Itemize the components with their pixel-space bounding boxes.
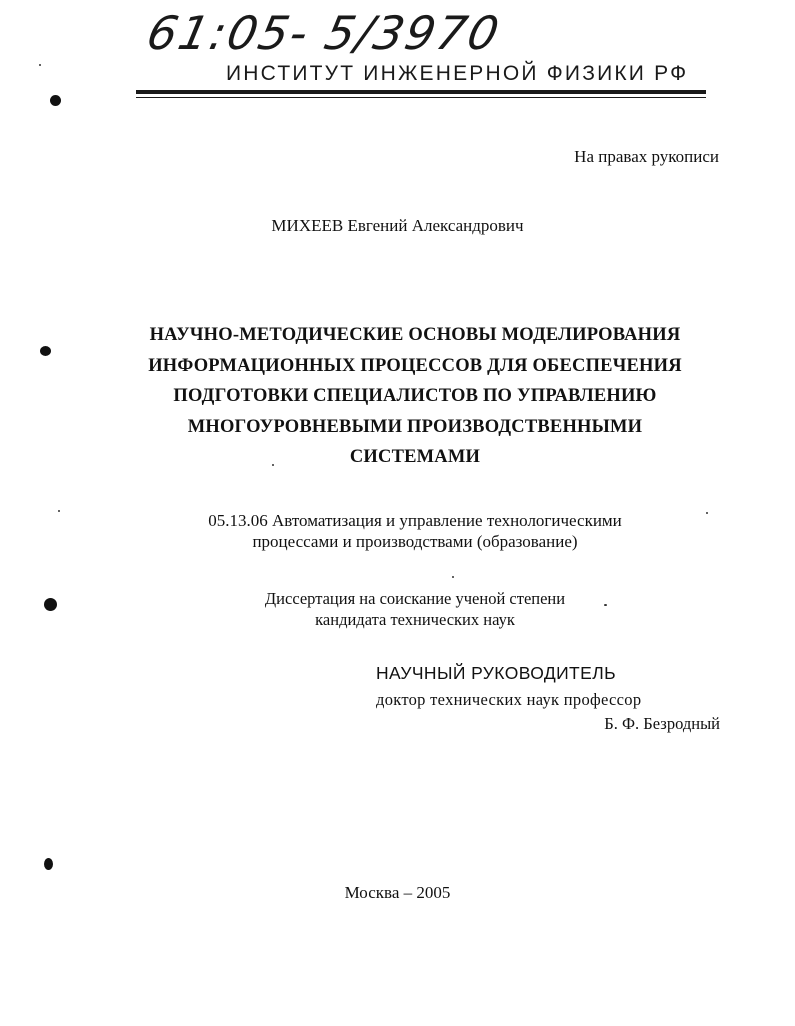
header-rule-thin — [136, 97, 706, 98]
specialty-code — [120, 510, 710, 552]
title-line: СИСТЕМАМИ — [349, 447, 481, 467]
rights-note: На правах рукописи — [574, 147, 719, 166]
scan-speck — [706, 512, 708, 514]
author-name: МИХЕЕВ Евгений Александрович — [271, 216, 524, 235]
binding-hole-mark — [50, 95, 61, 106]
title-line: НАУЧНО-МЕТОДИЧЕСКИЕ ОСНОВЫ МОДЕЛИРОВАНИЯ — [149, 325, 681, 345]
title-line: МНОГОУРОВНЕВЫМИ ПРОИЗВОДСТВЕННЫМИ — [187, 416, 643, 437]
binding-hole-mark — [40, 346, 51, 356]
header-rule-thick — [136, 90, 706, 94]
scan-speck — [58, 510, 60, 512]
title-line: ПОДГОТОВКИ СПЕЦИАЛИСТОВ ПО УПРАВЛЕНИЮ — [173, 386, 657, 406]
supervisor-heading: НАУЧНЫЙ РУКОВОДИТЕЛЬ — [376, 663, 616, 683]
degree-line: Диссертация на соискание ученой степени — [264, 589, 566, 608]
specialty-line: процессами и производствами (образование) — [252, 532, 578, 551]
handwritten-archive-code: 61:05- 5/3970 — [142, 6, 506, 60]
dissertation-title — [120, 320, 710, 473]
supervisor-rank: доктор технических наук профессор — [376, 690, 642, 709]
binding-hole-mark — [44, 858, 53, 870]
scan-speck — [272, 464, 274, 466]
institute-name: ИНСТИТУТ ИНЖЕНЕРНОЙ ФИЗИКИ РФ — [226, 62, 689, 85]
binding-hole-mark — [44, 598, 57, 611]
degree-line: кандидата технических наук — [315, 610, 515, 629]
title-line: ИНФОРМАЦИОННЫХ ПРОЦЕССОВ ДЛЯ ОБЕСПЕЧЕНИЯ — [148, 355, 682, 376]
supervisor-block — [376, 663, 720, 734]
supervisor-name: Б. Ф. Безродный — [604, 714, 720, 733]
city-year: Москва – 2005 — [344, 883, 451, 902]
scan-speck — [39, 64, 41, 66]
scan-speck — [452, 576, 454, 578]
scan-speck — [604, 604, 607, 606]
specialty-line: 05.13.06 Автоматизация и управление технологическими — [208, 511, 622, 530]
degree-statement — [120, 588, 710, 630]
